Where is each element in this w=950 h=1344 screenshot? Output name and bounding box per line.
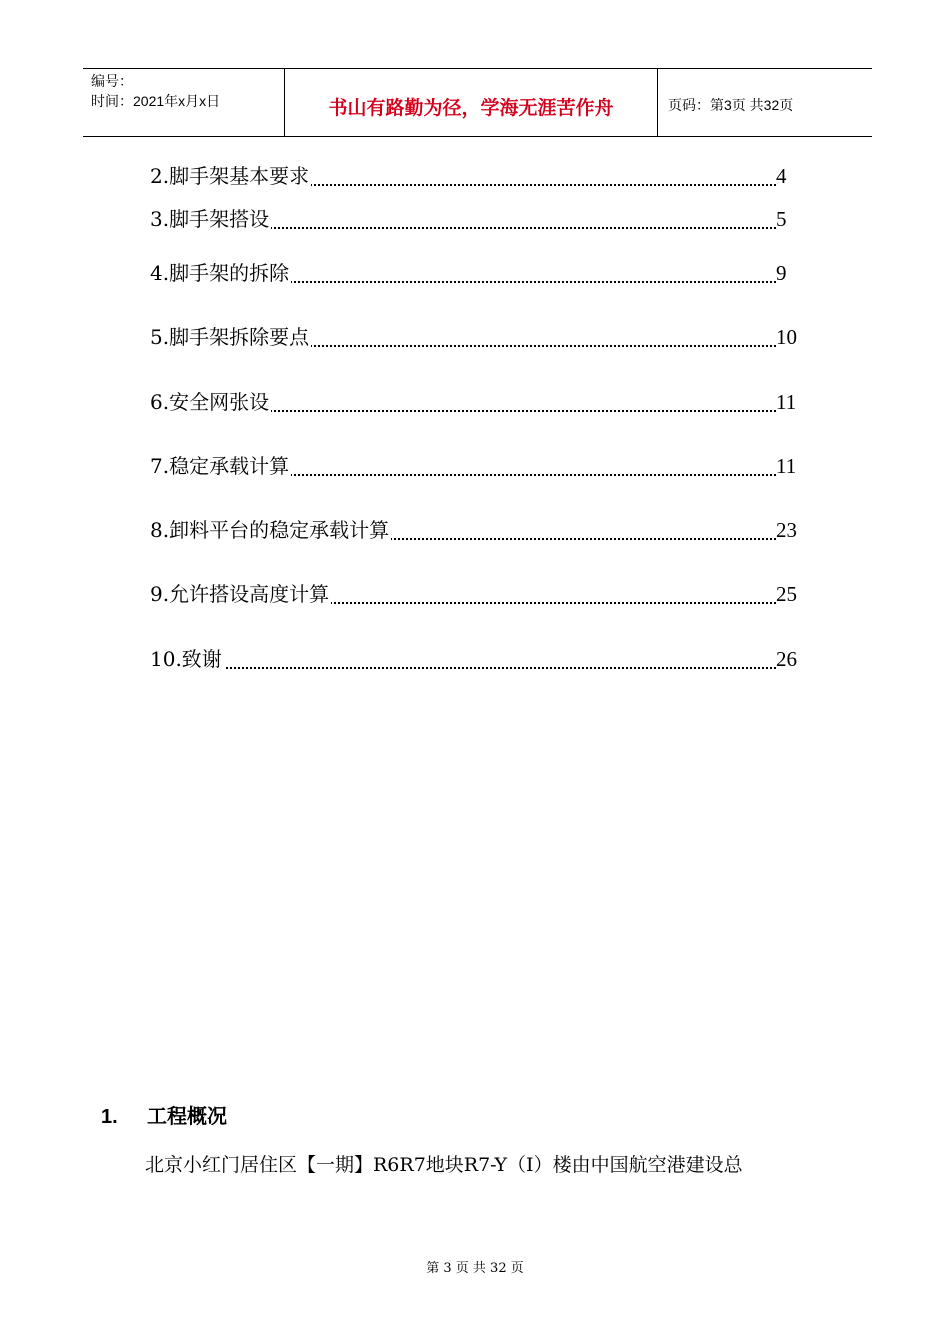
toc-entry-label: 2.脚手架基本要求 — [150, 164, 310, 188]
toc-entry-page: 11 — [776, 454, 797, 478]
toc-entry-label: 5.脚手架拆除要点 — [150, 325, 310, 349]
header-motto: 书山有路勤为径，学海无涯苦作舟 — [328, 97, 614, 119]
section-paragraph: 北京小红门居住区【一期】R6R7地块R7-Y（Ⅰ）楼由中国航空港建设总 — [145, 1154, 743, 1176]
section-heading — [101, 1100, 227, 1129]
toc-entry-page: 26 — [776, 647, 797, 671]
page-footer: 第 3 页 共 32 页 — [426, 1261, 524, 1276]
toc-entry-page: 10 — [776, 325, 797, 349]
page-header — [83, 68, 872, 137]
toc-entry[interactable] — [150, 324, 802, 350]
toc-entry-label: 6.安全网张设 — [150, 390, 270, 414]
header-page-info: 页码：第3页 共32页 — [668, 97, 794, 113]
toc-entry-page: 25 — [776, 582, 797, 606]
toc-entry[interactable] — [150, 260, 802, 286]
toc-entry-page: 9 — [776, 261, 787, 285]
header-motto-cell — [285, 69, 658, 136]
toc-entry-label: 8.卸料平台的稳定承载计算 — [150, 518, 390, 542]
header-page-cell — [658, 69, 872, 136]
toc-entry[interactable] — [150, 389, 802, 415]
toc-entry-label: 10.致谢 — [150, 647, 222, 671]
document-date: 时间：2021年x月x日 — [91, 93, 221, 109]
toc-entry[interactable] — [150, 581, 802, 607]
toc-entry-label: 3.脚手架搭设 — [150, 207, 270, 231]
toc-entry[interactable] — [150, 517, 802, 543]
toc-entry[interactable] — [150, 646, 802, 672]
toc-entry-label: 7.稳定承载计算 — [150, 454, 290, 478]
toc-leader-dots — [150, 667, 776, 669]
section-title: 工程概况 — [147, 1104, 227, 1128]
toc-entry-page: 5 — [776, 207, 787, 231]
toc-entry-label: 9.允许搭设高度计算 — [150, 582, 330, 606]
toc-entry-page: 23 — [776, 518, 797, 542]
toc-entry-page: 4 — [776, 164, 787, 188]
document-number: 编号： — [91, 73, 133, 89]
section-number: 1. — [101, 1106, 118, 1128]
toc-entry-label: 4.脚手架的拆除 — [150, 261, 290, 285]
toc-entry[interactable] — [150, 453, 802, 479]
toc-entry-page: 11 — [776, 390, 797, 414]
header-meta-cell — [83, 69, 285, 136]
toc-entry[interactable] — [150, 206, 802, 232]
toc-entry[interactable] — [150, 163, 802, 189]
